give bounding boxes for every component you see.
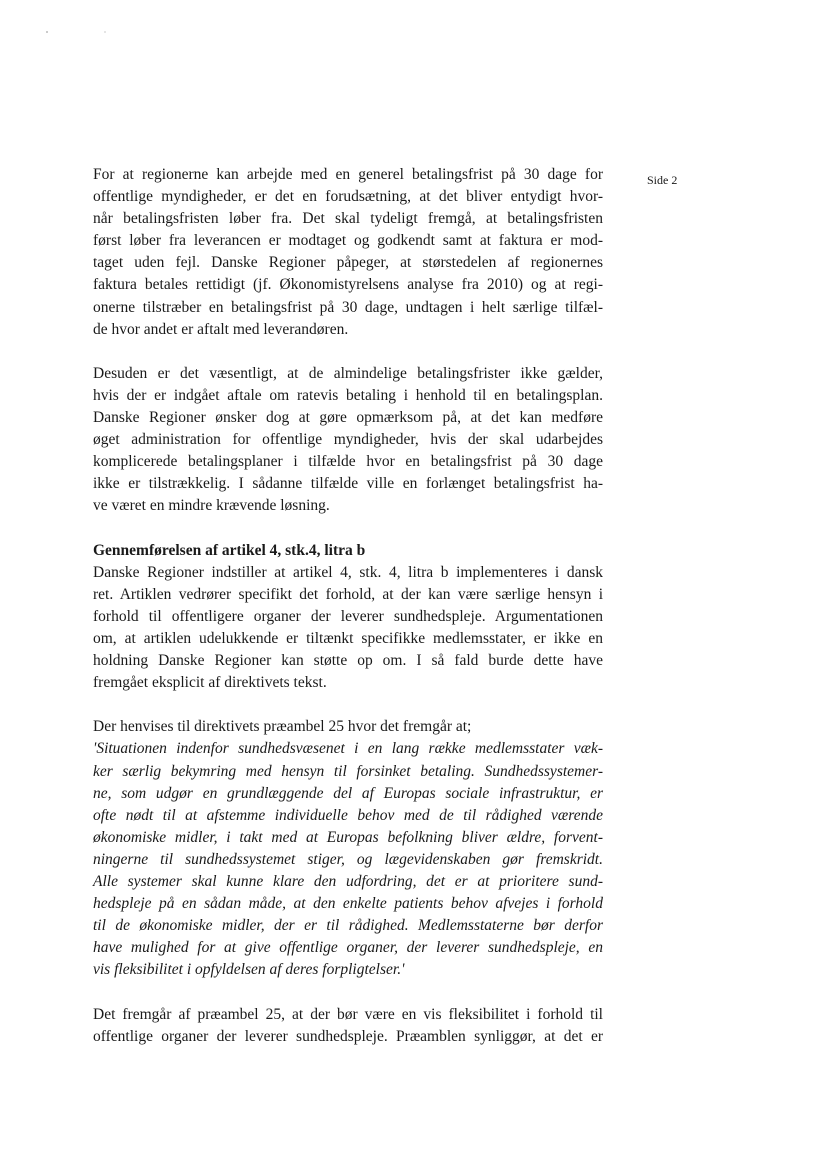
text-line: om, at artiklen udelukkende er tiltænkt specifikke medlemsstater, er ikke en [93, 629, 603, 647]
quote-line: ofte nødt til at afstemme individuelle behov med de til rådighed værende [93, 806, 603, 824]
text-line: faktura betales rettidigt (jf. Økonomistyrelsens analyse fra 2010) og at regi- [93, 276, 603, 294]
quote-line: hedspleje på en sådan måde, at den enkelte patients behov afvejes i forhold [93, 895, 603, 913]
section-heading: Gennemførelsen af artikel 4, stk.4, litra b [93, 541, 366, 559]
quote-intro: Der henvises til direktivets præambel 25 hvor det fremgår at; [93, 718, 472, 736]
text-line: hvis der er indgået aftale om ratevis betaling i henhold til en betalingsplan. [93, 386, 603, 404]
text-line: holdning Danske Regioner kan støtte op om. I så fald burde dette have [93, 652, 603, 670]
text-line: offentlige organer der leverer sundhedspleje. Præamblen synliggør, at det er [93, 1027, 603, 1045]
text-line: når betalingsfristen løber fra. Det skal tydeligt fremgå, at betalingsfristen [93, 210, 603, 228]
text-line: offentlige myndigheder, er det en forudsætning, at det bliver entydigt hvor- [93, 188, 603, 206]
quote-line: have mulighed for at give offentlige organer, der leverer sundhedspleje, en [93, 939, 603, 957]
quote-line: til de økonomiske midler, der er til rådighed. Medlemsstaterne bør derfor [93, 917, 603, 935]
page-number: Side 2 [647, 173, 678, 187]
text-line: forhold til offentligere organer der leverer sundhedspleje. Argumentationen [93, 607, 603, 625]
quote-line: ningerne til sundhedssystemet stiger, og lægevidenskaben gør fremskridt. [93, 850, 603, 868]
preamble-quote [93, 738, 603, 981]
paragraph-article-implementation [93, 562, 603, 695]
text-line: først løber fra leverancen er modtaget og godkendt samt at faktura er mod- [93, 232, 603, 250]
paragraph-installment-payment [93, 363, 603, 518]
text-line: ret. Artiklen vedrører specifikt det forhold, at der kan være særlige hensyn i [93, 585, 603, 603]
text-line: fremgået eksplicit af direktivets tekst. [93, 674, 327, 692]
quote-line: vis fleksibilitet i opfyldelsen af deres forpligtelser.' [93, 961, 405, 979]
text-line: For at regionerne kan arbejde med en generel betalingsfrist på 30 dage for [93, 166, 603, 183]
quote-line: Alle systemer skal kunne klare den udfordring, det er at prioritere sund- [93, 873, 603, 890]
text-line: Det fremgår af præambel 25, at der bør være en vis fleksibilitet i forhold til [93, 1005, 603, 1023]
text-line: Danske Regioner ønsker dog at gøre opmærksom på, at det kan medføre [93, 409, 603, 427]
quote-line: økonomiske midler, i takt med at Europas befolkning bliver ældre, forvent- [93, 828, 603, 846]
text-line: ikke er tilstrækkelig. I sådanne tilfælde ville en forlænget betalingsfrist ha- [93, 475, 603, 493]
paragraph-preamble-flexibility [93, 1004, 603, 1048]
text-line: onerne tilstræber en betalingsfrist på 30 dage, undtagen i helt særlige tilfæl- [93, 298, 603, 316]
text-line: Danske Regioner indstiller at artikel 4, stk. 4, litra b implementeres i dansk [93, 563, 603, 581]
document-body [93, 164, 603, 1048]
scan-speck [104, 31, 106, 33]
text-line: øget administration for offentlige myndigheder, hvis der skal udarbejdes [93, 431, 603, 449]
paragraph-payment-deadline [93, 164, 603, 341]
text-line: Desuden er det væsentligt, at de almindelige betalingsfrister ikke gælder, [93, 364, 603, 382]
text-line: de hvor andet er aftalt med leverandøren. [93, 320, 349, 338]
scan-speck [46, 31, 48, 33]
text-line: taget uden fejl. Danske Regioner påpeger, at størstedelen af regionernes [93, 254, 603, 272]
quote-line: ne, som udgør en grundlæggende del af Europas sociale infrastruktur, er [93, 784, 603, 802]
text-line: komplicerede betalingsplaner i tilfælde hvor en betalingsfrist på 30 dage [93, 453, 603, 471]
quote-line: ker særlig bekymring med hensyn til forsinket betaling. Sundhedssystemer- [93, 762, 603, 780]
quote-line: 'Situationen indenfor sundhedsvæsenet i en lang række medlemsstater væk- [93, 740, 603, 758]
text-line: ve været en mindre krævende løsning. [93, 497, 330, 515]
